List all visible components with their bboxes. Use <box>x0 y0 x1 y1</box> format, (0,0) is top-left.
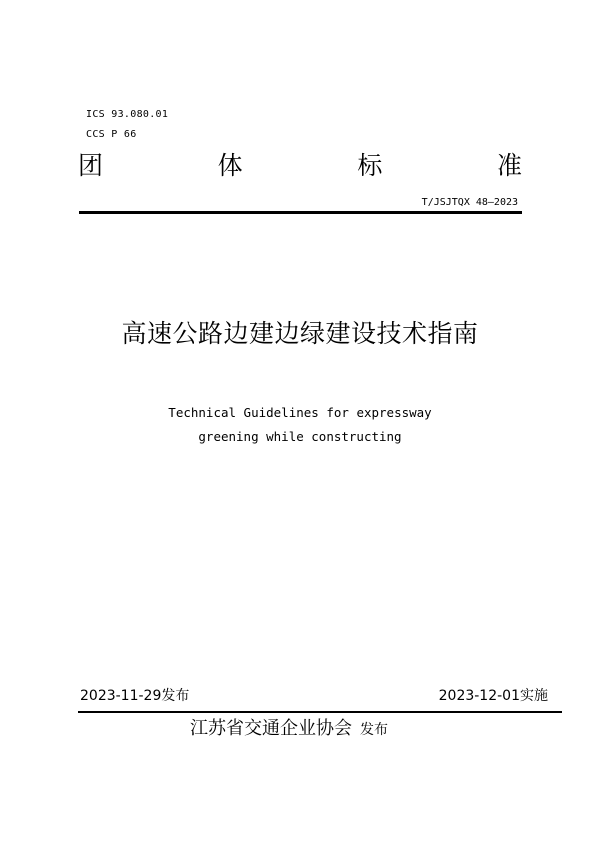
title-en-line-1: Technical Guidelines for expressway <box>168 405 432 420</box>
publisher <box>190 717 388 742</box>
ccs-code: CCS P 66 <box>86 129 137 140</box>
banner-char-3: 标 <box>357 151 383 180</box>
banner-char-4: 准 <box>496 151 522 180</box>
header-divider <box>79 211 522 214</box>
banner-char-1: 团 <box>78 151 104 180</box>
standard-number: T/JSJTQX 48—2023 <box>421 197 518 208</box>
implement-date: 2023-12-01实施 <box>438 688 548 704</box>
document-title-en <box>0 401 600 449</box>
organization-name: 江苏省交通企业协会 <box>190 718 352 739</box>
document-title-zh: 高速公路边建边绿建设技术指南 <box>121 319 479 348</box>
publish-label: 发布 <box>360 722 388 738</box>
publish-date: 2023-11-29发布 <box>80 688 190 704</box>
standard-type-banner <box>78 150 522 182</box>
banner-char-2: 体 <box>217 151 243 180</box>
ics-code: ICS 93.080.01 <box>86 109 169 120</box>
title-en-line-2: greening while constructing <box>198 429 402 444</box>
footer-divider <box>78 711 562 713</box>
